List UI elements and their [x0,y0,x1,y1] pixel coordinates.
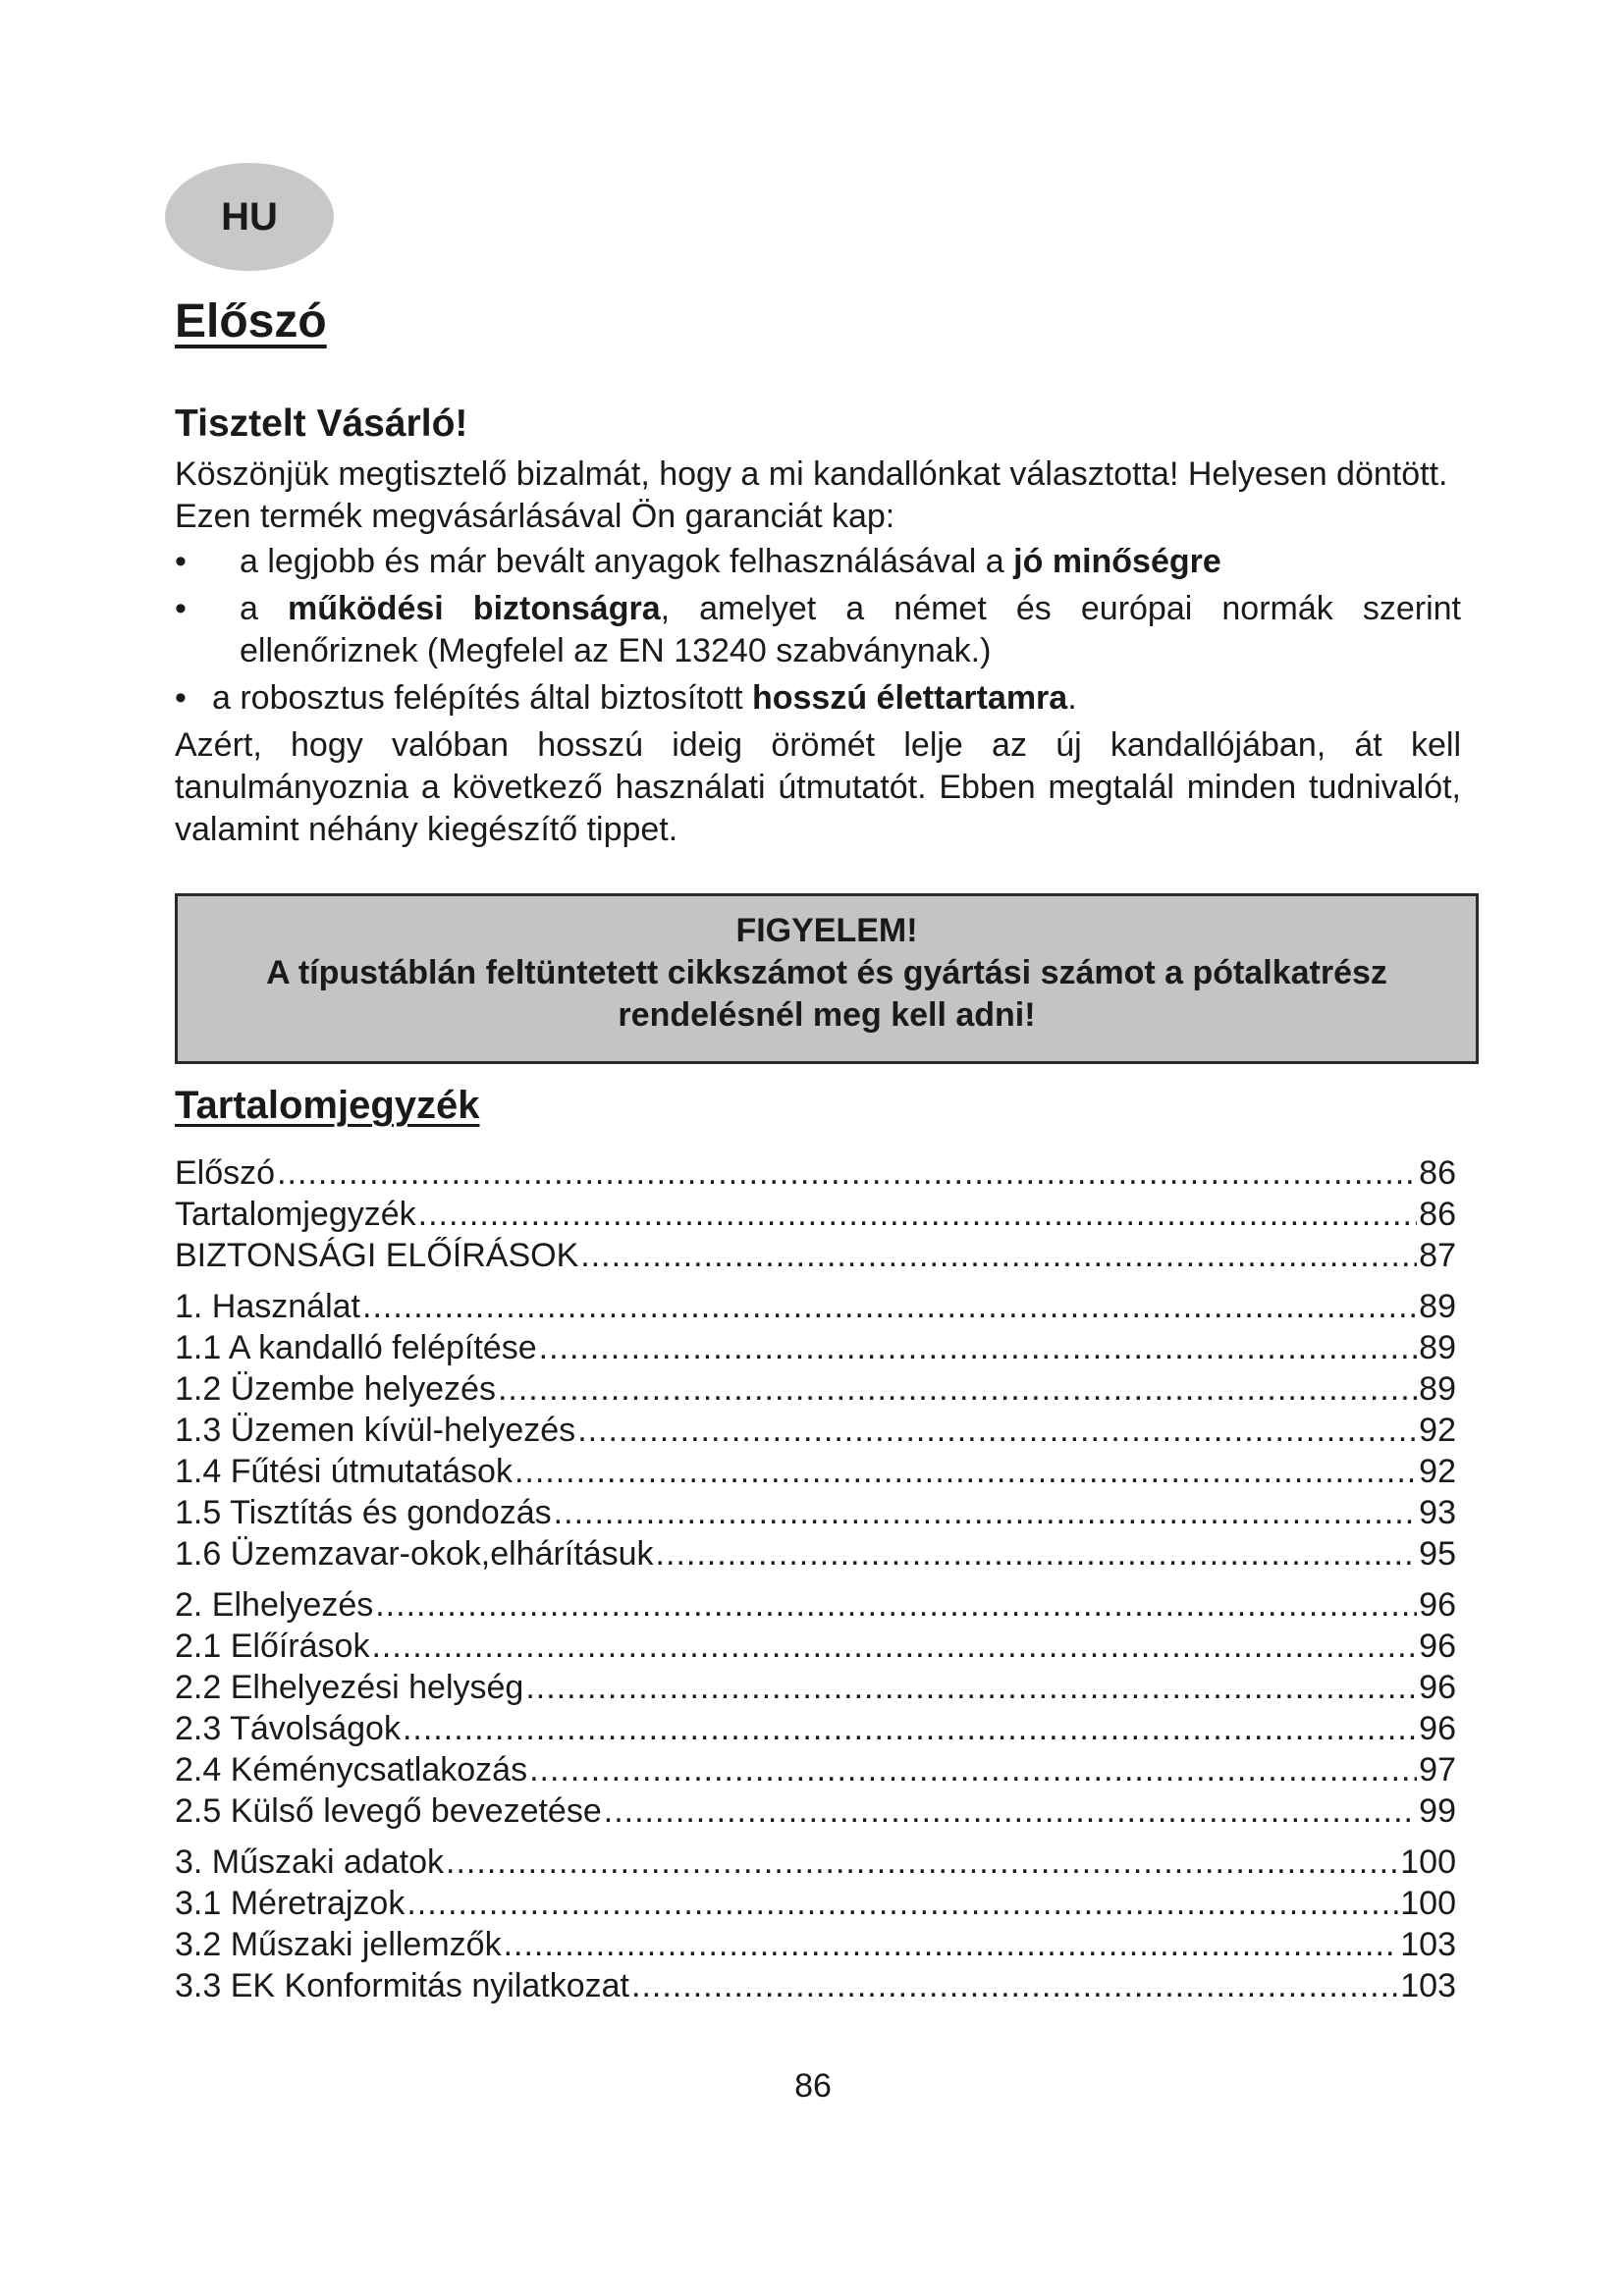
toc-group-installation [175,1586,1456,1834]
page-title: Előszó [175,295,327,347]
toc-heading: Tartalomjegyzék [175,1084,480,1127]
toc-leader [580,1237,1417,1275]
toc-group-usage [175,1288,1456,1576]
list-item [175,588,1461,672]
intro-section [175,454,1461,851]
toc-entry[interactable] [175,1370,1456,1412]
toc-leader [554,1494,1418,1532]
page-number: 86 [794,2067,832,2105]
toc-entry[interactable] [175,1237,1456,1278]
toc-entry-label: 3.3 EK Konformitás nyilatkozat [175,1967,630,2004]
toc-leader [525,1669,1417,1707]
bullet-icon: • [175,679,187,717]
toc-leader [418,1196,1418,1234]
toc-entry[interactable] [175,1535,1456,1576]
toc-entry[interactable] [175,1329,1456,1370]
toc-entry-page: 86 [1419,1196,1456,1233]
toc-entry-page: 96 [1419,1710,1456,1747]
toc-entry-label: 1.4 Fűtési útmutatások [175,1453,513,1490]
toc-entry-label: Tartalomjegyzék [175,1196,416,1233]
list-item [175,541,1461,583]
toc-entry-label: 1.6 Üzemzavar-okok,elhárításuk [175,1535,654,1573]
toc-entry[interactable] [175,1967,1456,2008]
toc-leader [577,1412,1417,1450]
toc-entry[interactable] [175,1628,1456,1669]
intro-line-1: Köszönjük megtisztelő bizalmát, hogy a mi kandallónkat választotta! Helyesen döntött. [175,455,1448,493]
intro-line-2: Ezen termék megvásárlásával Ön garanciát kap: [175,498,895,535]
toc-entry-page: 89 [1419,1329,1456,1366]
document-page [175,0,1481,2296]
toc-leader [529,1751,1417,1789]
toc-entry-label: 2.2 Elhelyezési helység [175,1669,524,1706]
toc-group-front [175,1154,1456,1278]
toc-leader [504,1926,1399,1964]
toc-entry-label: 2.5 Külső levegő bevezetése [175,1792,602,1830]
bullet-text: a legjobb és már bevált anyagok felhasználásával a [240,543,1014,580]
toc-entry-label: 3.2 Műszaki jellemzők [175,1926,502,1963]
bullet-icon: • [175,590,187,627]
toc-entry-page: 97 [1419,1751,1456,1789]
warning-line-2: rendelésnél meg kell adni! [618,996,1036,1034]
greeting-heading: Tisztelt Vásárló! [175,402,468,445]
toc-leader [539,1329,1418,1367]
toc-entry-page: 96 [1419,1628,1456,1665]
toc-entry-page: 89 [1419,1288,1456,1325]
list-item [175,677,1461,720]
table-of-contents [175,1154,1456,2018]
toc-entry[interactable] [175,1885,1456,1926]
toc-entry-page: 89 [1419,1370,1456,1408]
language-badge: HU [165,163,334,271]
toc-entry[interactable] [175,1926,1456,1967]
closing-paragraph: Azért, hogy valóban hosszú ideig örömét lelje az új kandallójában, át kell tanulmányoznia a következő használati útmutatót. Ebben megtalál minden tudnivalót, valamint néhány kiegészítő tippet. [175,726,1461,848]
toc-entry-label: 2.4 Kéménycsatlakozás [175,1751,528,1789]
toc-entry-page: 86 [1419,1154,1456,1192]
toc-entry-label: Előszó [175,1154,276,1192]
toc-entry-page: 92 [1419,1453,1456,1490]
toc-entry-page: 96 [1419,1586,1456,1624]
toc-entry-label: 1. Használat [175,1288,360,1325]
toc-group-technical [175,1843,1456,2008]
toc-leader [277,1154,1417,1193]
warning-line-1: A típustáblán feltüntetett cikkszámot és gyártási számot a pótalkatrész [266,954,1387,991]
toc-entry-label: 1.3 Üzemen kívül-helyezés [175,1412,576,1449]
toc-entry-label: 2.3 Távolságok [175,1710,401,1747]
toc-entry-label: BIZTONSÁGI ELŐÍRÁSOK [175,1237,579,1274]
toc-entry-label: 1.2 Üzembe helyezés [175,1370,496,1408]
bullet-icon: • [175,543,187,580]
toc-leader [498,1370,1417,1409]
toc-entry-label: 1.5 Tisztítás és gondozás [175,1494,552,1531]
toc-leader [631,1967,1398,2005]
bullet-text: a robosztus felépítés által biztosított [212,679,752,717]
toc-entry[interactable] [175,1196,1456,1237]
toc-entry-page: 99 [1419,1792,1456,1830]
bullet-emphasis: jó minőségre [1013,543,1221,580]
toc-leader [375,1586,1417,1625]
toc-entry-page: 103 [1400,1926,1456,1963]
toc-entry-page: 100 [1400,1885,1456,1922]
bullet-emphasis: hosszú élettartamra [751,679,1068,717]
toc-entry[interactable] [175,1586,1456,1628]
toc-leader [604,1792,1417,1831]
toc-entry-page: 95 [1419,1535,1456,1573]
toc-entry-page: 103 [1400,1967,1456,2004]
toc-entry-page: 100 [1400,1843,1456,1881]
toc-entry-page: 87 [1419,1237,1456,1274]
toc-entry-page: 92 [1419,1412,1456,1449]
warning-box [175,893,1479,1064]
toc-leader [446,1843,1398,1882]
bullet-text: , amelyet a német és európai normák szerint ellenőriznek (Megfelel az EN 13240 szabványnak.) [240,590,1461,669]
toc-entry[interactable] [175,1494,1456,1535]
toc-entry-label: 3. Műszaki adatok [175,1843,445,1881]
toc-entry-label: 2. Elhelyezés [175,1586,374,1624]
toc-entry-label: 1.1 A kandalló felépítése [175,1329,537,1366]
toc-entry[interactable] [175,1154,1456,1196]
bullet-emphasis: működési biztonságra [288,590,661,627]
toc-leader [406,1885,1398,1923]
toc-entry[interactable] [175,1412,1456,1453]
toc-entry-page: 96 [1419,1669,1456,1706]
toc-entry[interactable] [175,1843,1456,1885]
bullet-text: . [1067,679,1077,717]
toc-leader [656,1535,1418,1574]
toc-entry[interactable] [175,1710,1456,1751]
toc-entry[interactable] [175,1792,1456,1834]
toc-entry[interactable] [175,1453,1456,1494]
toc-entry[interactable] [175,1288,1456,1329]
warning-heading: FIGYELEM! [735,912,918,949]
toc-entry-page: 93 [1419,1494,1456,1531]
bullet-text: a [240,590,288,627]
toc-leader [362,1288,1417,1326]
toc-entry[interactable] [175,1751,1456,1792]
toc-entry-label: 2.1 Előírások [175,1628,370,1665]
toc-entry-label: 3.1 Méretrajzok [175,1885,406,1922]
guarantee-list [175,541,1461,720]
toc-leader [371,1628,1417,1666]
toc-entry[interactable] [175,1669,1456,1710]
toc-leader [403,1710,1417,1748]
toc-leader [514,1453,1417,1491]
